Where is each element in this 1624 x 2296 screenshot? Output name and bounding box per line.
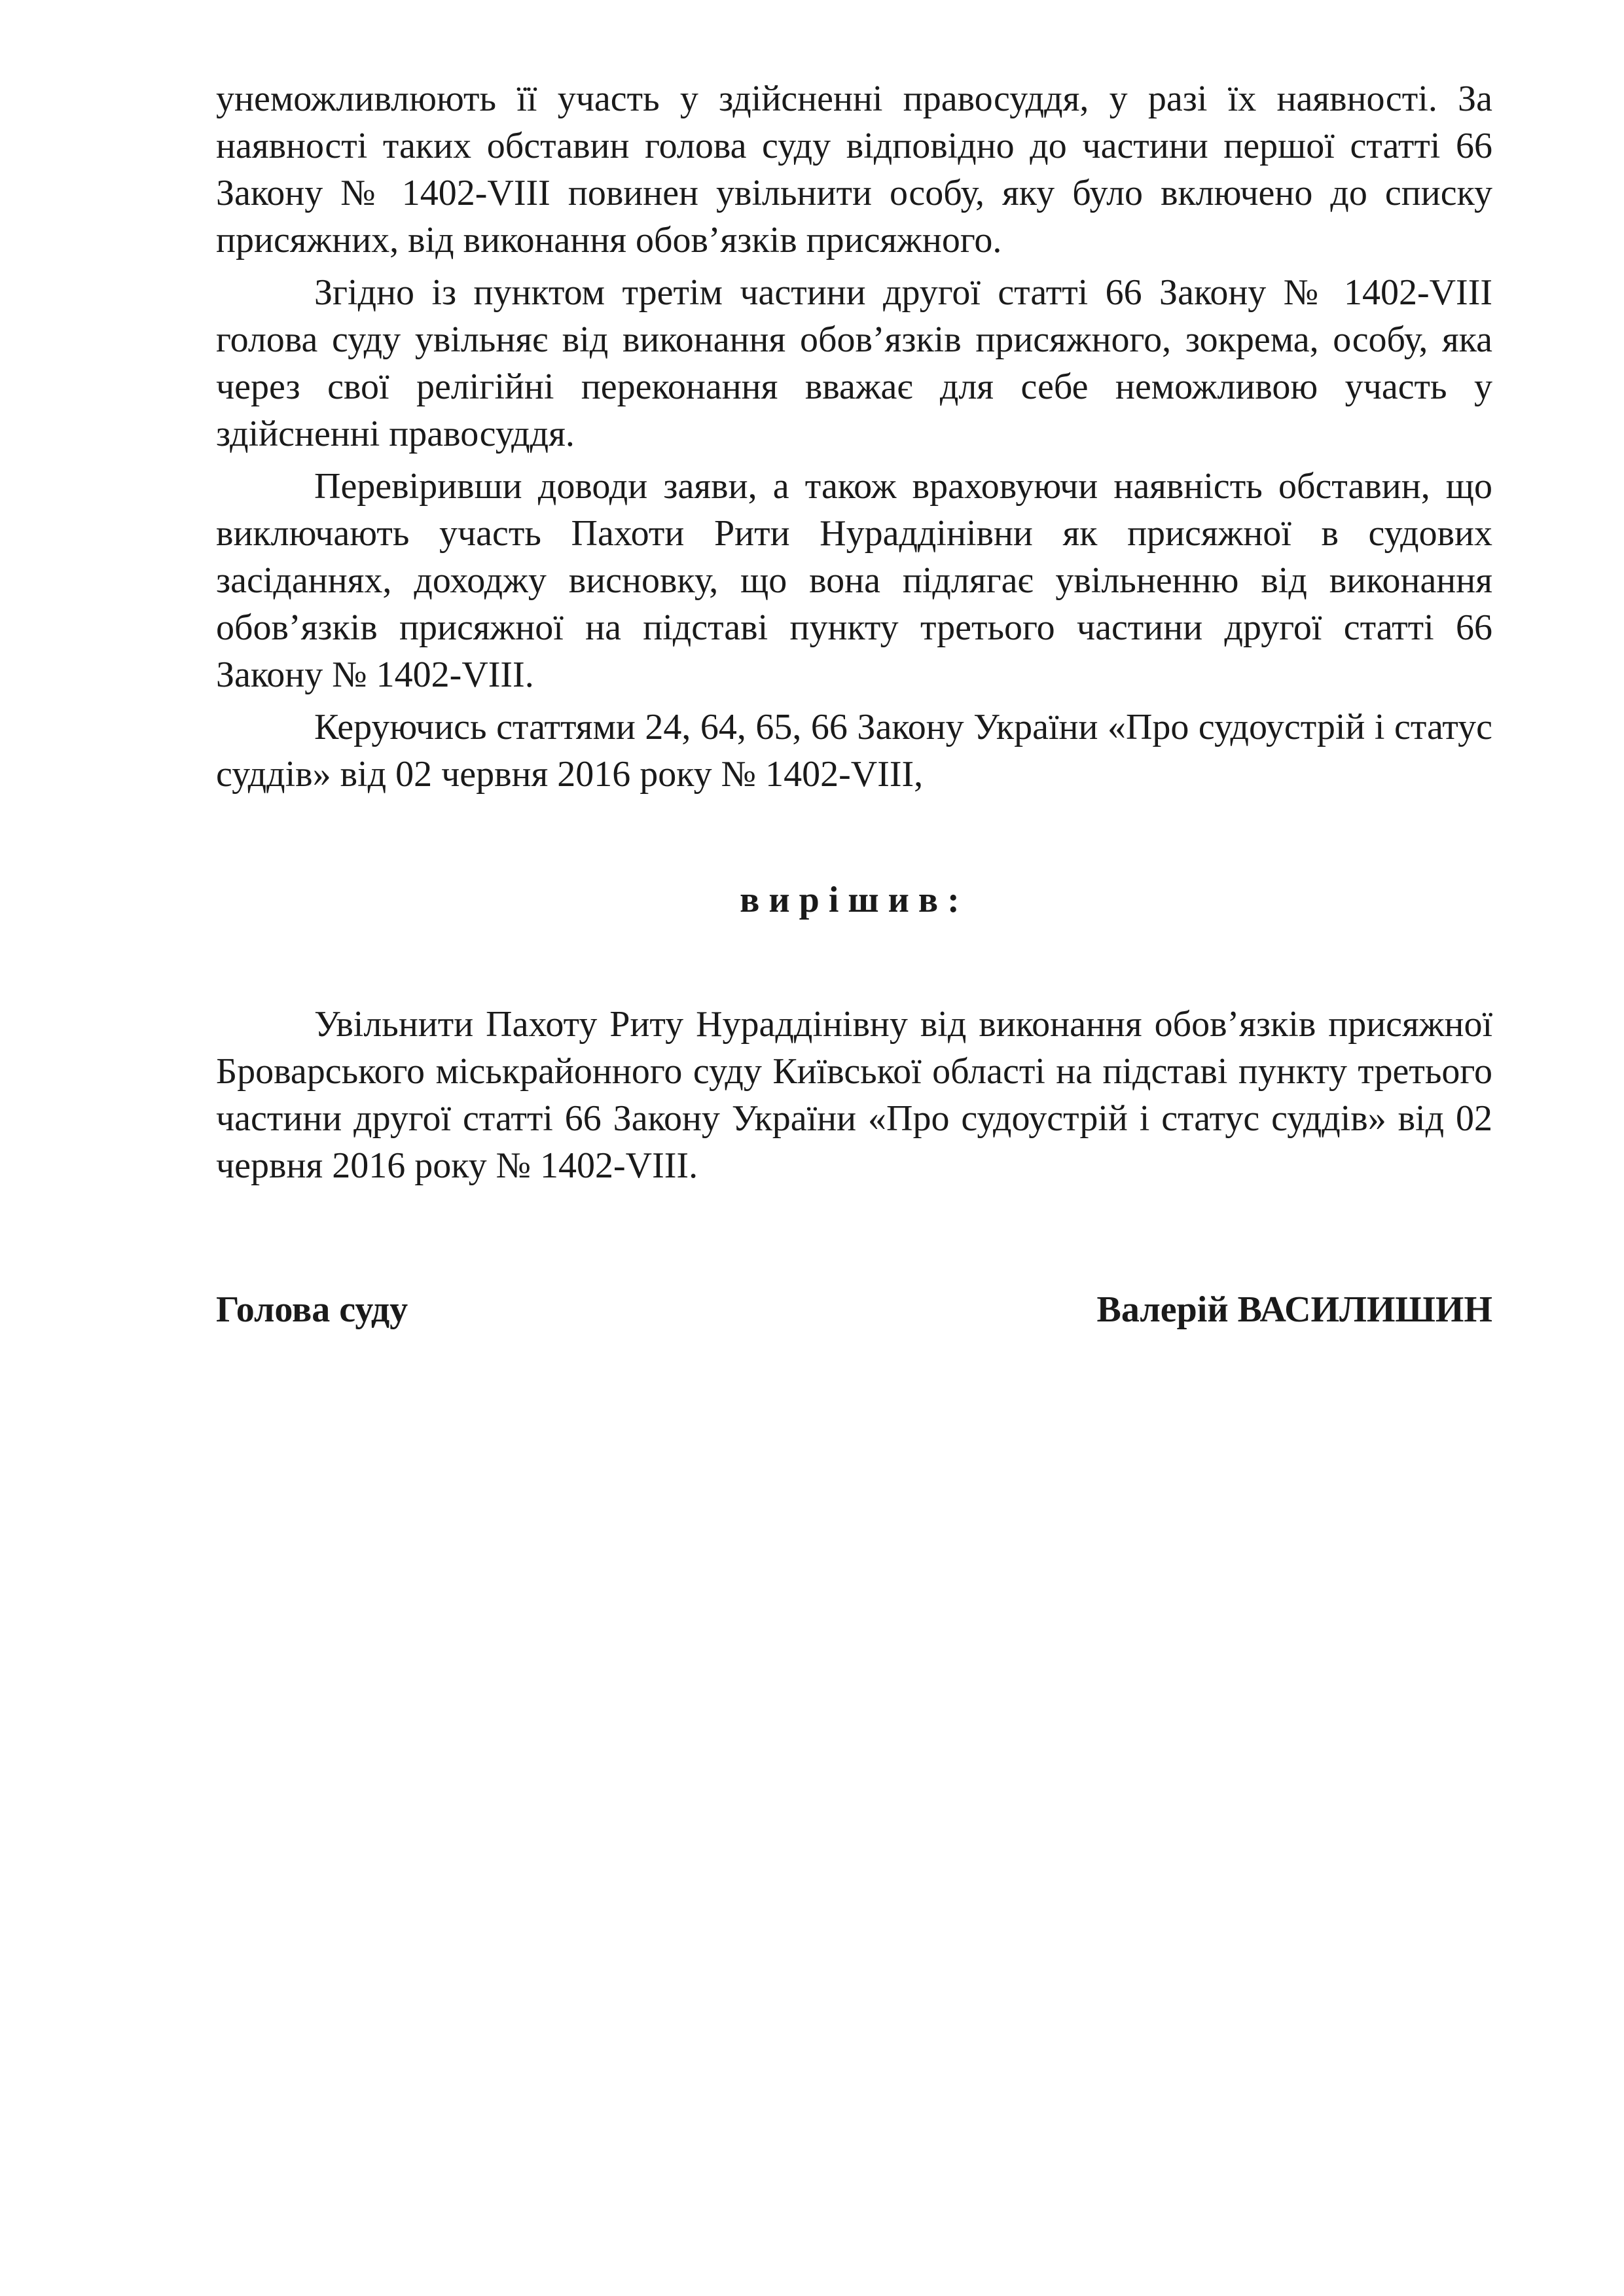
signature-row <box>216 1286 1492 1333</box>
paragraph-legal-basis: Згідно із пунктом третім частини другої статті 66 Закону № 1402-VIII голова суду увільняє від виконання обов’язків присяжного, зокрема, особу, яка через свої релігійні переконання вважає для себе неможливою участь у здійсненні правосуддя. <box>216 272 1492 454</box>
paragraph-findings: Перевіривши доводи заяви, а також враховуючи наявність обставин, що виключають участь Пахоти Рити Нураддінівни як присяжної в судових засіданнях, доходжу висновку, що вона підлягає увільненню від виконання обов’язків присяжної на підставі пункту третього частини другої статті 66 Закону № 1402-VIII. <box>216 466 1492 695</box>
decision-heading: вирішив: <box>740 880 969 920</box>
paragraph-continuation: унеможливлюють її участь у здійсненні правосуддя, у разі їх наявності. За наявності таких обставин голова суду відповідно до частини першої статті 66 Закону № 1402-VIII повинен увільнити особу, яку було включено до списку присяжних, від виконання обов’язків присяжного. <box>216 79 1492 260</box>
paragraph-guided-by: Керуючись статтями 24, 64, 65, 66 Закону України «Про судоустрій і статус суддів» від 02 червня 2016 року № 1402-VIII, <box>216 707 1492 795</box>
decision-text: Увільнити Пахоту Риту Нураддінівну від виконання обов’язків присяжної Броварського міськрайонного суду Київської області на підставі пункту третього частини другої статті 66 Закону України «Про судоустрій і статус суддів» від 02 червня 2016 року № 1402-VIII. <box>216 1004 1492 1186</box>
signature-position: Голова суду <box>216 1289 408 1330</box>
signature-name: Валерій ВАСИЛИШИН <box>1096 1289 1492 1330</box>
document-body <box>216 75 1492 1194</box>
